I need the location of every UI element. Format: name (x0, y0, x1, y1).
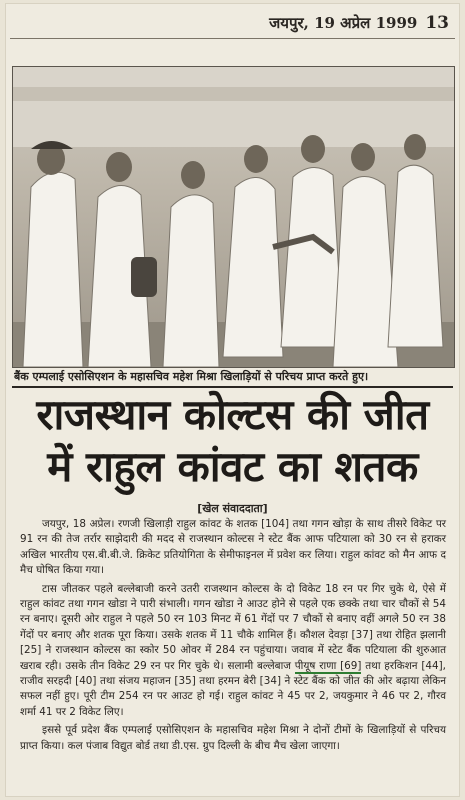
byline: [खेल संवाददाता] (197, 502, 268, 515)
highlighted-score: पीयूष राणा [69] (294, 659, 362, 672)
article-paragraph-3: इससे पूर्व प्रदेश बैंक एम्पलाई एसोसिएशन के महासचिव महेश मिश्रा ने दोनों टीमों के खिलाड़ियों से परिचय प्राप्त किया। कल पंजाब विद्युत बोर्ड तथा डी.एस. ग्रुप दिल्ली के बीच मैच खेला जाएगा। (20, 724, 446, 752)
headline-line-2: में राहुल कांवट का शतक (47, 442, 418, 491)
article-paragraph-1: जयपुर, 18 अप्रेल। रणजी खिलाड़ी राहुल कांवट के शतक [104] तथा गगन खोड़ा के साथ तीसरे विकेट पर 91 रन की तेज तर्रार साझेदारी की मदद से राजस्थान कोल्टस ने स्टेट बैंक आफ पटियाला को 30 रन से हराकर अखिल भारतीय एस.बी.बी.जे. क्रिकेट प्रतियोगिता के सेमीफाइनल में प्रवेश कर लिया। राहुल कांवट को मैन आफ द मैच घोषित किया गया। (20, 518, 446, 577)
caption-rule (12, 386, 453, 388)
paragraph-2-text-a: टास जीतकर पहले बल्लेबाजी करने उतरी राजस्थान कोल्टस के दो विकेट 18 रन पर गिर चुके थे, ऐसे में राहुल कांवट तथा गगन खोडा ने पारी संभाली। गगन खोडा ने आउट होने से पहले एक छक्के तथा चार चौकों से 54 रन बनाए। दूसरी ओर राहुल ने पहले 50 रन 103 मिनट में 61 गेंदों पर 7 चौकों से बनाए वहीं अगले 50 रन 38 गेंदों पर बनाए और शतक पूरा किया। उसके शतक में 11 चौके शामिल हैं। कौशल देवड़ा [37] तथा रोहित झलानी [25] ने राजस्थान कोल्टस का स्कोर 50 ओवर में 284 रन पहुंचाया। जवाब में स्टेट बैंक पटियाला की शुरुआत खराब रही। उसके तीन विकेट 29 रन पर गिर चुके थे। सलामी बल्लेबाज (20, 582, 446, 672)
photo-caption: बैंक एम्पलाई एसोसिएशन के महासचिव महेश मिश्रा खिलाड़ियों से परिचय प्राप्त करते हुए। (14, 370, 369, 383)
newspaper-clipping (6, 4, 459, 796)
cricket-players-photo (13, 67, 454, 367)
headline-line-1: राजस्थान कोल्टस की जीत (36, 390, 429, 439)
paragraph-2-text-b: तथा हरकिशन [44], राजीव सरहदी [40] तथा संजय महाजन [35] तथा हरमन बेरी [34] ने स्टेट बैंक को जीत की ओर बढ़ाया लेकिन सफल नहीं हुए। पूरी टीम 254 रन पर आउट हो गई। राहुल कांवट ने 45 पर 2, जयकुमार ने 46 पर 2, गौरव शर्मा 41 पर 2 विकेट लिए। (20, 659, 446, 718)
dateline: जयपुर, 19 अप्रेल 1999 (269, 14, 418, 32)
news-photo (12, 66, 455, 368)
page-number: 13 (425, 13, 449, 33)
header-rule (10, 38, 455, 39)
article-paragraph-2 (20, 582, 446, 721)
page-header (269, 10, 449, 36)
article-body (20, 517, 446, 757)
